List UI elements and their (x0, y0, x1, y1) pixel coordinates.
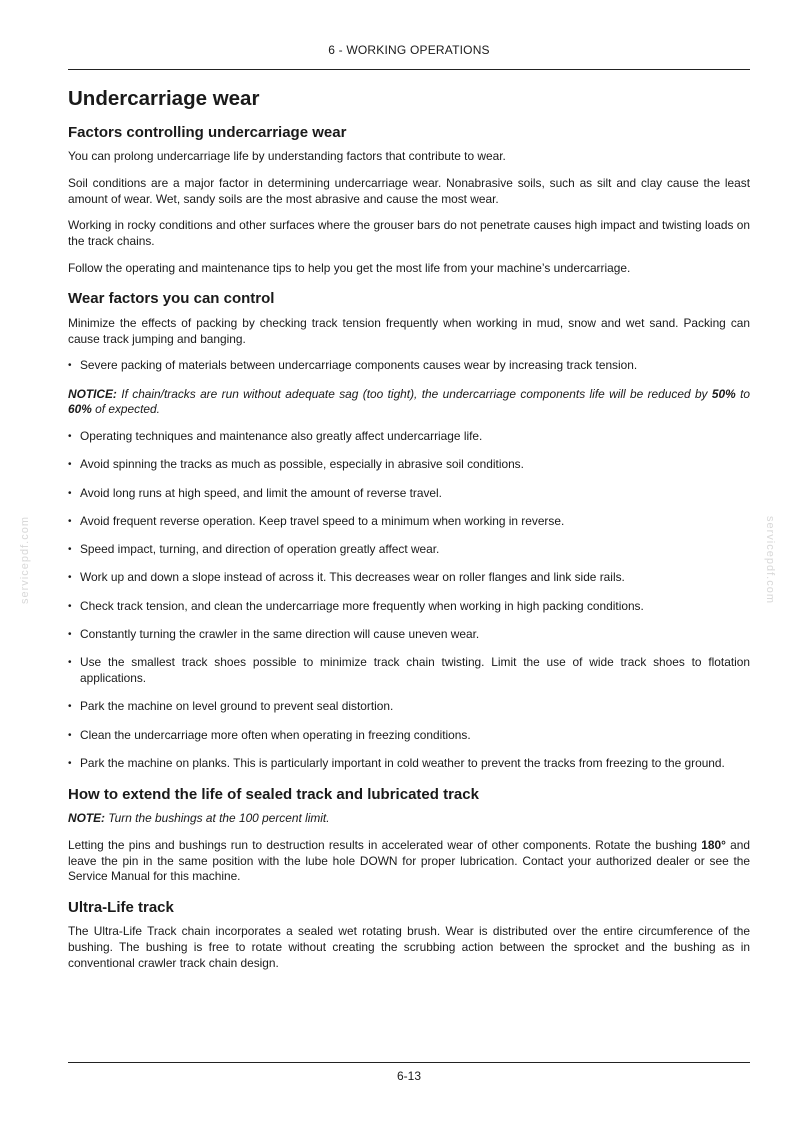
page-number: 6-13 (396, 1069, 422, 1083)
watermark-right: servicepdf.com (764, 516, 776, 604)
notice-label: NOTICE: (68, 386, 117, 401)
list-item: • Operating techniques and maintenance also greatly affect undercarriage life. (68, 428, 483, 443)
footer-rule (68, 1062, 750, 1063)
header-rule (68, 69, 750, 70)
page-header: 6 - WORKING OPERATIONS (328, 43, 490, 57)
list-item: • Constantly turning the crawler in the same direction will cause uneven wear. (68, 627, 480, 642)
list-item: • Work up and down a slope instead of across it. This decreases wear on roller flanges and link side rails. (68, 570, 625, 585)
paragraph: The Ultra-Life Track chain incorporates a sealed wet rotating brush. Wear is distributed over the entire circumference of the bushing. The bushing is free to rotate without creating the scrubbing action between the sprocket and the bushing as in conventional crawler track chain design. (68, 924, 750, 970)
list-item: • Clean the undercarriage more often when operating in freezing conditions. (68, 727, 471, 742)
paragraph: Letting the pins and bushings run to destruction results in accelerated wear of other components. Rotate the bushing 180° and leave the pin in the same position with the lube hole DOWN for proper lubrication. Contact your authorized dealer or see the Service Manual for this machine. (68, 837, 750, 884)
section-heading-control: Wear factors you can control (68, 290, 275, 308)
page-content (68, 86, 750, 983)
list-item: • Park the machine on level ground to prevent seal distortion. (68, 699, 394, 714)
paragraph: Minimize the effects of packing by checking track tension frequently when working in mud, snow and wet sand. Packing can cause track jumping and banging. (68, 315, 750, 346)
paragraph: Follow the operating and maintenance tips to help you get the most life from your machine’s undercarriage. (68, 260, 631, 275)
list-item: • Avoid frequent reverse operation. Keep travel speed to a minimum when working in reverse. (68, 513, 565, 528)
list-item: • Speed impact, turning, and direction of operation greatly affect wear. (68, 542, 440, 557)
paragraph: Working in rocky conditions and other surfaces where the grouser bars do not penetrate causes high impact and twisting loads on the track chains. (68, 218, 750, 248)
list-item: • Park the machine on planks. This is particularly important in cold weather to prevent the tracks from freezing to the ground. (68, 755, 725, 770)
list-item: • Avoid spinning the tracks as much as possible, especially in abrasive soil conditions. (68, 457, 524, 472)
note: NOTE: Turn the bushings at the 100 percent limit. (68, 811, 330, 826)
page-title: Undercarriage wear (68, 87, 260, 110)
paragraph: Soil conditions are a major factor in determining undercarriage wear. Nonabrasive soils, such as silt and clay cause the least amount of wear. Wet, sandy soils are the most abrasive and cause the most wear. (68, 175, 750, 206)
section-heading-ultra: Ultra-Life track (68, 898, 174, 916)
list-item: • Severe packing of materials between undercarriage components causes wear by increasing track tension. (68, 358, 638, 373)
bullet-list (68, 358, 750, 374)
section-heading-sealed: How to extend the life of sealed track and lubricated track (68, 785, 479, 803)
bullet-list (68, 429, 750, 772)
list-item: • Check track tension, and clean the undercarriage more frequently when working in high packing conditions. (68, 598, 644, 613)
list-item: • Use the smallest track shoes possible to minimize track chain twisting. Limit the use of wide track shoes to flotation applications. (68, 655, 750, 686)
list-item: • Avoid long runs at high speed, and limit the amount of reverse travel. (68, 485, 442, 500)
paragraph: You can prolong undercarriage life by understanding factors that contribute to wear. (68, 149, 506, 164)
notice: NOTICE: If chain/tracks are run without adequate sag (too tight), the undercarriage components life will be reduced by 50% to 60% of expected. (68, 386, 750, 417)
watermark-left: servicepdf.com (19, 516, 31, 604)
section-heading-factors: Factors controlling undercarriage wear (68, 123, 347, 141)
